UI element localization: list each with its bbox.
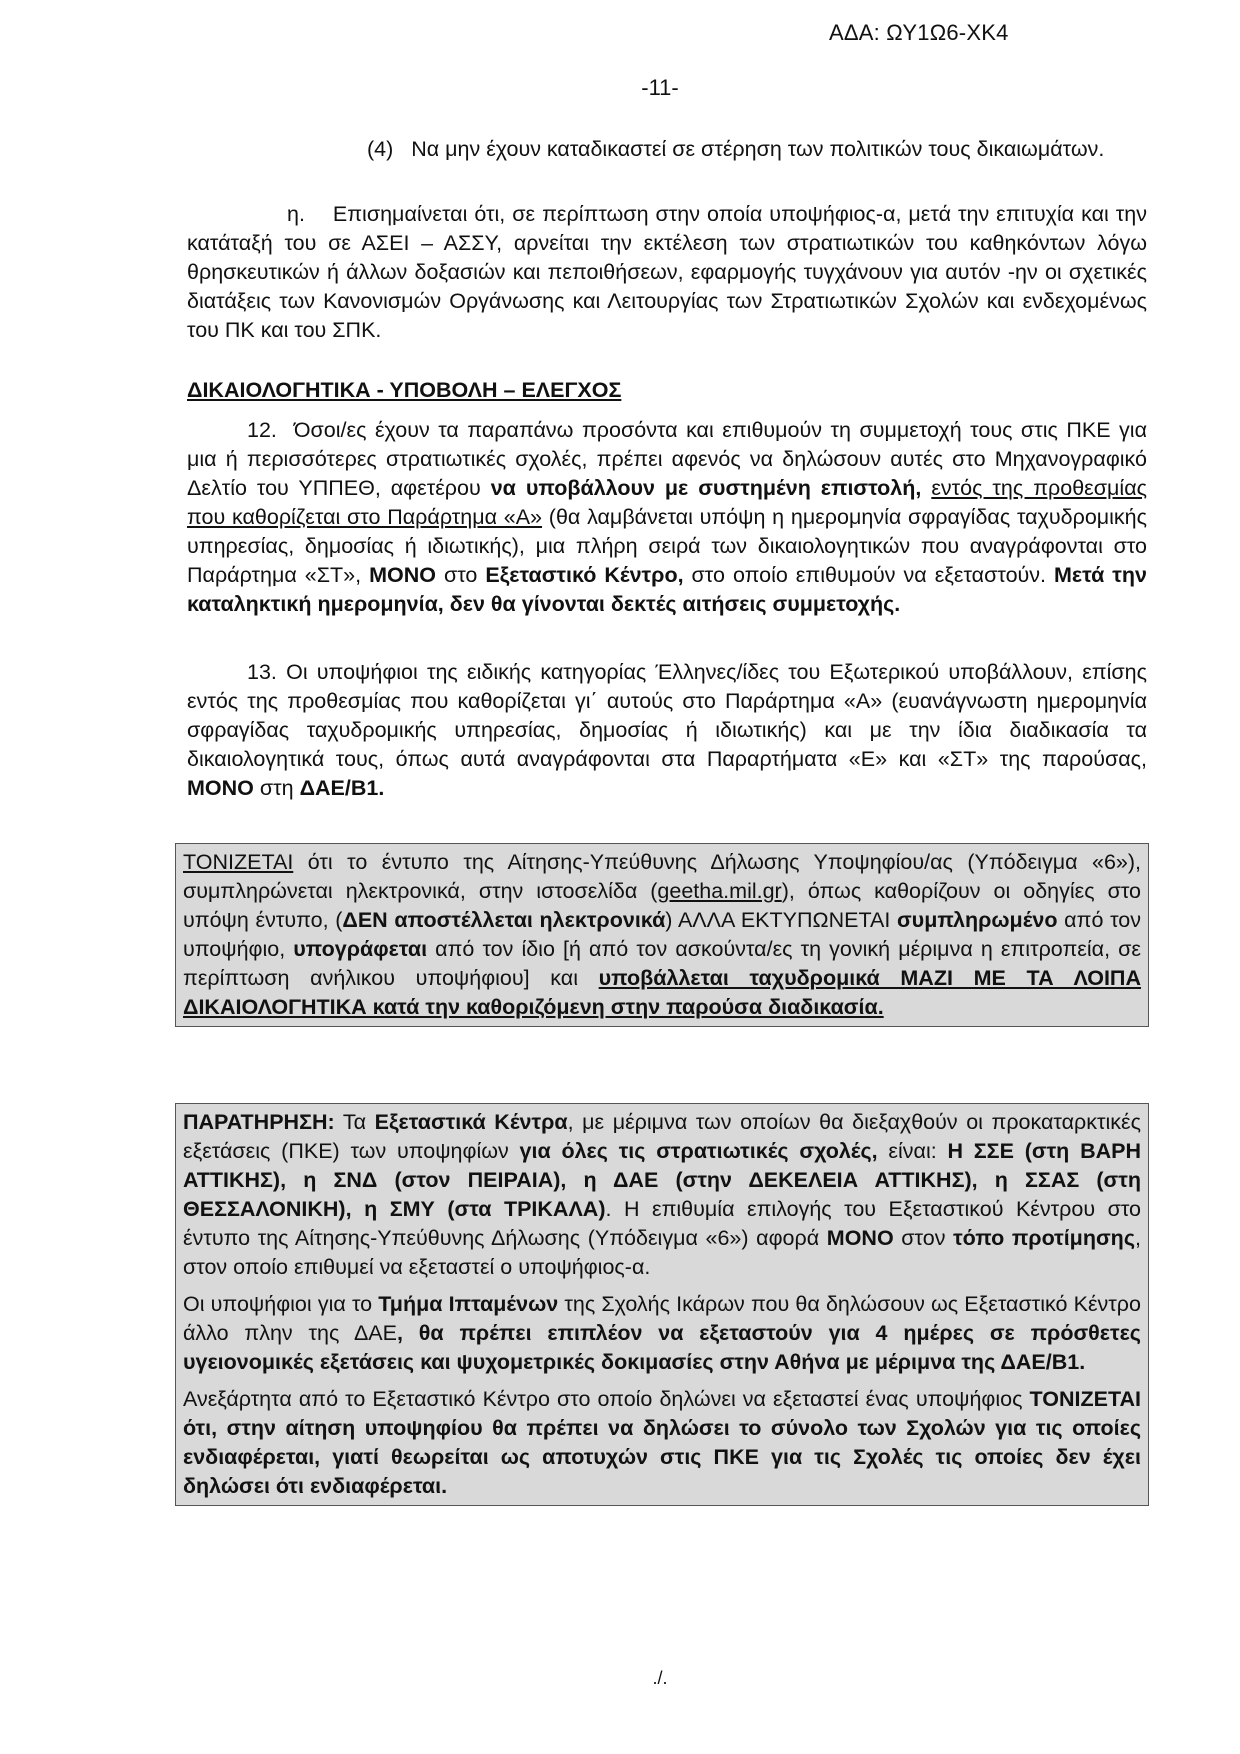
text-run [921, 476, 931, 500]
bold-run: για όλες τις στρατιωτικές σχολές, [519, 1139, 878, 1163]
paragraph-13-number: 13. [247, 660, 277, 684]
paragraph-12 [187, 416, 1147, 619]
text-run: ), όπως καθορίζουν οι οδηγίες στο υπόψη έντυπο, ( [183, 879, 1141, 932]
text-run: ότι το έντυπο της Αίτησης-Υπεύθυνης Δήλωσης Υποψηφίου/ας (Υπόδειγμα «6»), συμπληρώνεται ηλεκτρονικά, στην ιστοσελίδα ( [183, 850, 1141, 903]
bold-run: ΜΟΝΟ [826, 1226, 894, 1250]
bold-run: τόπο προτίμησης [953, 1226, 1135, 1250]
text-run: είναι: [877, 1139, 948, 1163]
text-run: ) ΑΛΛΑ ΕΚΤΥΠΩΝΕΤΑΙ [665, 908, 897, 932]
paragraph-13 [187, 658, 1147, 803]
text-run: στη [253, 776, 300, 800]
text-run: Ανεξάρτητα από το Εξεταστικό Κέντρο στο οποίο δηλώνει να εξεταστεί ένας υποψήφιος [183, 1387, 1030, 1411]
bold-run: ΜΟΝΟ [187, 776, 254, 800]
item-4 [187, 135, 1147, 164]
note-label: ΠΑΡΑΤΗΡΗΣΗ: [183, 1110, 335, 1134]
emphasis-box-form [175, 843, 1149, 1027]
text-run: Τα [334, 1110, 375, 1134]
text-run: στο [435, 563, 486, 587]
page-number: -11- [641, 75, 679, 100]
item-eta-text: Επισημαίνεται ότι, σε περίπτωση στην οποία υποψήφιος-α, μετά την επιτυχία και την κατάταξή του σε ΑΣΕΙ – ΑΣΣΥ, αρνείται την εκτέλεση των στρατιωτικών του καθηκόντων λόγω θρησκευτικών ή άλλων δοξασιών και πεποιθήσεων, εφαρμογής τυγχάνουν για αυτόν -ην οι σχετικές διατάξεις των Κανονισμών Οργάνωσης και Λειτουργίας των Στρατιωτικών Σχολών και ενδεχομένως του ΠΚ και του ΣΠΚ. [187, 202, 1147, 342]
note-paragraph-1 [183, 1108, 1141, 1282]
text-run: (θα λαμβάνεται υπόψη η ημερομηνία σφραγίδας ταχυδρομικής υπηρεσίας, δημοσίας ή ιδιωτικής), μια πλήρη σειρά των δικαιολογητικών που αναγράφονται στο Παράρτημα «ΣΤ», [187, 505, 1148, 587]
underlined-run: ΤΟΝΙΖΕΤΑΙ [183, 850, 294, 874]
text-run: από τον ίδιο [ή από τον ασκούντα/ες τη γονική μέριμνα η επιτροπεία, σε περίπτωση ανήλικου υποψήφιου] και [183, 937, 1142, 990]
text-run: στον [893, 1226, 954, 1250]
bold-run: υπογράφεται [293, 937, 428, 961]
text-run: από τον υποψήφιο, [183, 908, 1141, 961]
bold-run: ΜΟΝΟ [369, 563, 436, 587]
ada-code: ΑΔΑ: ΩΥ1Ω6-ΧΚ4 [829, 20, 1009, 45]
bold-run: Τμήμα Ιπταμένων [378, 1292, 559, 1316]
note-paragraph-2 [183, 1290, 1141, 1377]
text-run: Οι υποψήφιοι της ειδικής κατηγορίας Έλληνες/ίδες του Εξωτερικού υποβάλλουν, επίσης εντός της προθεσμίας που καθορίζεται γι΄ αυτούς στο Παράρτημα «Α» (ευανάγνωστη ημερομηνία σφραγίδας ταχυδρομικής υπηρεσίας, δημοσίας ή ιδιωτικής) και με την ίδια διαδικασία τα δικαιολογητικά τους, όπως αυτά αναγράφονται στα Παραρτήματα «Ε» και «ΣΤ» της παρούσας, [187, 660, 1147, 771]
text-run: , με μέριμνα των οποίων θα διεξαχθούν οι προκαταρκτικές εξετάσεις (ΠΚΕ) των υποψηφίων [183, 1110, 1142, 1163]
bold-run: , θα πρέπει επιπλέον να εξεταστούν για 4 ημέρες σε πρόσθετες υγειονομικές εξετάσεις και ψυχομετρικές δοκιμασίες στην Αθήνα με μέριμνα της ΔΑΕ/Β1. [183, 1321, 1141, 1374]
text-run: Οι υποψήφιοι για το [183, 1292, 379, 1316]
item-4-text: Να μην έχουν καταδικαστεί σε στέρηση των πολιτικών τους δικαιωμάτων. [411, 137, 1105, 161]
bold-run: συμπληρωμένο [896, 908, 1058, 932]
item-eta-label: η. [287, 202, 305, 226]
website-link[interactable]: geetha.mil.gr [657, 879, 782, 903]
text-run: στο οποίο επιθυμούν να εξεταστούν. [683, 563, 1054, 587]
bold-run: ΔΑΕ/Β1. [299, 776, 385, 800]
bold-run: Εξεταστικά Κέντρα [374, 1110, 568, 1134]
text-run: , στον οποίο επιθυμεί να εξεταστεί ο υποψήφιος-α. [183, 1226, 1141, 1279]
text-run: . Η επιθυμία επιλογής του Εξεταστικού Κέντρου στο έντυπο της Αίτησης-Υπεύθυνης Δήλωσης (Υπόδειγμα «6») αφορά [183, 1197, 1142, 1250]
note-paragraph-3 [183, 1385, 1141, 1501]
underlined-run: εντός της προθεσμίας που καθορίζεται στο Παράρτημα «Α» [187, 476, 1147, 529]
paragraph-12-number: 12. [247, 418, 277, 442]
bold-run: ΔΕΝ αποστέλλεται ηλεκτρονικά [342, 908, 666, 932]
continuation-mark: ./. [652, 1668, 668, 1688]
bold-run: Εξεταστικό Κέντρο, [485, 563, 684, 587]
bold-run: ΤΟΝΙΖΕΤΑΙ ότι, στην αίτηση υποψηφίου θα πρέπει να δηλώσει το σύνολο των Σχολών για τις οποίες ενδιαφέρεται, γιατί θεωρείται ως αποτυχών στις ΠΚΕ για τις Σχολές τις οποίες δεν έχει δηλώσει ότι ενδιαφέρεται. [183, 1387, 1141, 1498]
section-heading: ΔΙΚΑΙΟΛΟΓΗΤΙΚΑ - ΥΠΟΒΟΛΗ – ΕΛΕΓΧΟΣ [187, 378, 622, 402]
text-run: της Σχολής Ικάρων που θα δηλώσουν ως Εξεταστικό Κέντρο άλλο πλην της ΔΑΕ [183, 1292, 1141, 1345]
bold-run: Μετά την καταληκτική ημερομηνία, δεν θα γίνονται δεκτές αιτήσεις συμμετοχής. [187, 563, 1147, 616]
bold-run: να υποβάλλουν με συστημένη επιστολή, [490, 476, 922, 500]
bold-run: Η ΣΣΕ (στη ΒΑΡΗ ΑΤΤΙΚΗΣ), η ΣΝΔ (στον ΠΕΙΡΑΙΑ), η ΔΑΕ (στην ΔΕΚΕΛΕΙΑ ΑΤΤΙΚΗΣ), η ΣΣΑΣ (στη ΘΕΣΣΑΛΟΝΙΚΗ), η ΣΜΥ (στα ΤΡΙΚΑΛΑ) [183, 1139, 1141, 1221]
bold-underlined-run: υποβάλλεται ταχυδρομικά ΜΑΖΙ ΜΕ ΤΑ ΛΟΙΠΑ ΔΙΚΑΙΟΛΟΓΗΤΙΚΑ κατά την καθοριζόμενη στην παρούσα διαδικασία. [183, 966, 1141, 1019]
item-4-label: (4) [367, 137, 394, 161]
item-eta [187, 200, 1147, 345]
note-box-exam-centers [175, 1103, 1149, 1506]
text-run: Όσοι/ες έχουν τα παραπάνω προσόντα και επιθυμούν τη συμμετοχή τους στις ΠΚΕ για μια ή περισσότερες στρατιωτικές σχολές, πρέπει αφενός να δηλώσουν αυτές στο Μηχανογραφικό Δελτίο του ΥΠΠΕΘ, αφετέρου [187, 418, 1147, 500]
